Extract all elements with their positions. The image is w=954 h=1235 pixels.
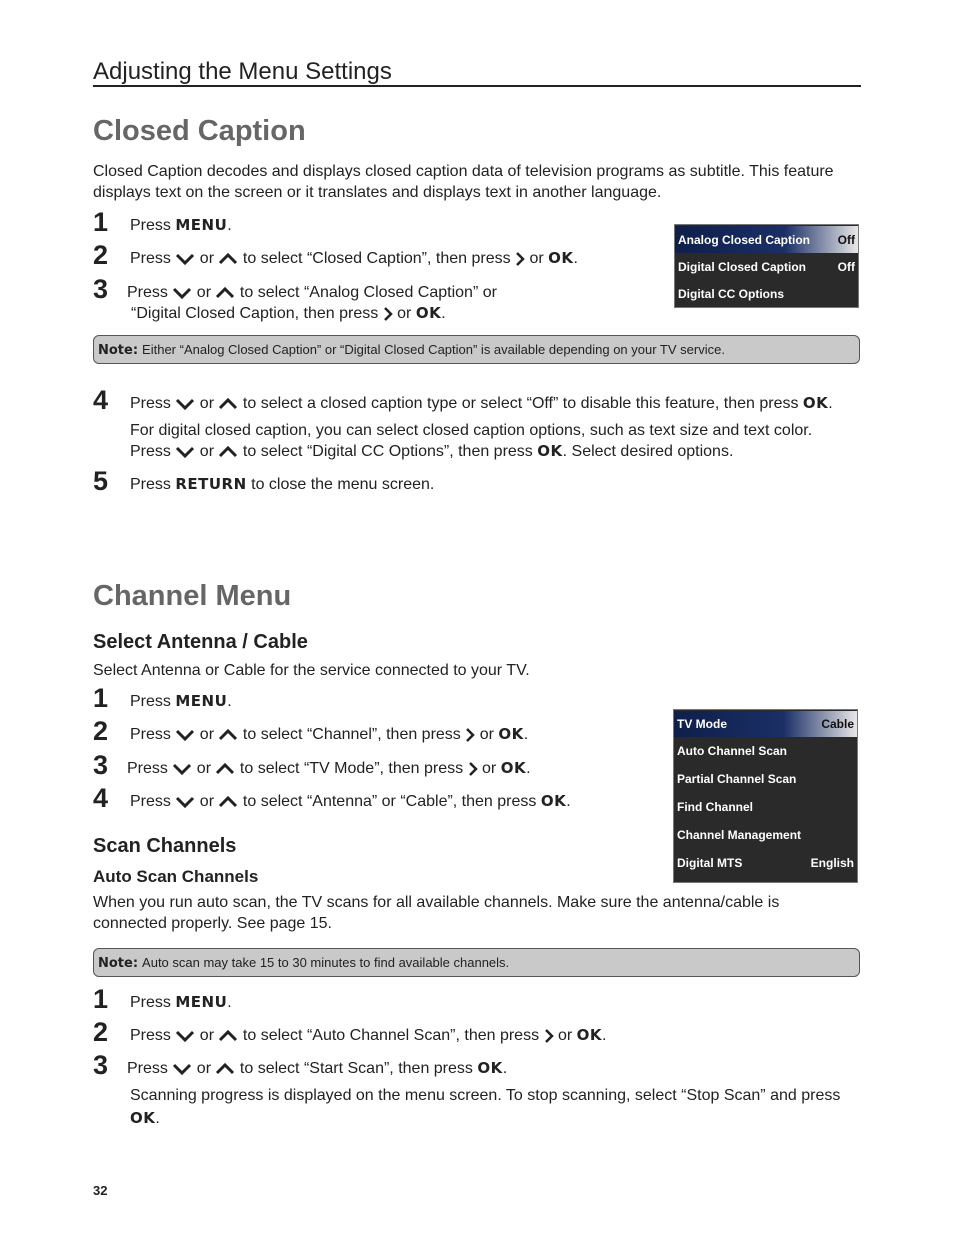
step-text: Press or to select “Auto Channel Scan”, then press or OK. bbox=[130, 1026, 607, 1044]
right-arrow-icon bbox=[515, 251, 525, 267]
down-arrow-icon bbox=[175, 1030, 195, 1042]
step-number: 2 bbox=[93, 1017, 109, 1047]
down-arrow-icon bbox=[175, 446, 195, 458]
step-text: Press or to select “Channel”, then press or OK. bbox=[130, 725, 529, 743]
right-arrow-icon bbox=[544, 1028, 554, 1044]
closed-caption-intro-line1: Closed Caption decodes and displays closed caption data of television programs as subtitle. This feature bbox=[93, 163, 834, 180]
step-text: Press or to select “Start Scan”, then press OK. bbox=[127, 1059, 508, 1077]
step-text: Press or to select a closed caption type or select “Off” to disable this feature, then press OK. bbox=[130, 394, 833, 412]
menu-key-label: MENU bbox=[175, 993, 228, 1011]
scan-channels-heading: Scan Channels bbox=[93, 835, 237, 857]
osd-row-find-channel: Find Channel bbox=[677, 800, 753, 814]
step-text: Press or to select “Analog Closed Caption” or bbox=[127, 284, 497, 301]
step-number: 2 bbox=[93, 240, 109, 270]
ok-key-label: OK bbox=[477, 1059, 503, 1077]
ok-key-label: OK bbox=[130, 1109, 156, 1127]
down-arrow-icon bbox=[172, 287, 192, 299]
down-arrow-icon bbox=[175, 796, 195, 808]
down-arrow-icon bbox=[175, 253, 195, 265]
down-arrow-icon bbox=[172, 763, 192, 775]
ok-key-label: OK bbox=[802, 394, 829, 412]
step-number: 1 bbox=[93, 207, 109, 237]
osd-row-partial-channel-scan: Partial Channel Scan bbox=[677, 772, 797, 786]
auto-scan-subheading: Auto Scan Channels bbox=[93, 867, 259, 886]
note-box bbox=[93, 335, 860, 364]
down-arrow-icon bbox=[172, 1063, 192, 1075]
up-arrow-icon bbox=[218, 1030, 238, 1042]
step-detail-line1: For digital closed caption, you can select closed caption options, such as text size and text color. bbox=[130, 422, 813, 439]
select-antenna-heading: Select Antenna / Cable bbox=[93, 631, 308, 653]
ok-key-label: OK bbox=[540, 792, 567, 810]
step-text: Press RETURN to close the menu screen. bbox=[130, 475, 435, 493]
step-text: Press MENU. bbox=[130, 692, 232, 710]
osd-row-digital-closed-caption: Digital Closed Caption Off bbox=[678, 259, 855, 274]
right-arrow-icon bbox=[465, 727, 475, 743]
step-number: 3 bbox=[93, 274, 109, 304]
up-arrow-icon bbox=[218, 729, 238, 741]
down-arrow-icon bbox=[175, 398, 195, 410]
down-arrow-icon bbox=[175, 729, 195, 741]
ok-key-label: OK bbox=[500, 759, 527, 777]
ok-key-label: OK bbox=[548, 249, 574, 267]
up-arrow-icon bbox=[215, 1063, 235, 1075]
osd-row-analog-closed-caption: Analog Closed Caption Off bbox=[675, 226, 858, 253]
step-number: 5 bbox=[93, 466, 109, 496]
auto-scan-intro-line2: connected properly. See page 15. bbox=[93, 915, 332, 932]
step-detail-line2: OK. bbox=[130, 1109, 160, 1127]
ok-key-label: OK bbox=[576, 1026, 603, 1044]
select-antenna-intro: Select Antenna or Cable for the service connected to your TV. bbox=[93, 662, 530, 679]
right-arrow-icon bbox=[383, 306, 393, 322]
channel-osd-menu bbox=[673, 709, 858, 883]
ok-key-label: OK bbox=[498, 725, 524, 743]
section-header: Adjusting the Menu Settings bbox=[93, 56, 861, 87]
page-number: 32 bbox=[93, 1183, 108, 1198]
osd-row-auto-channel-scan: Auto Channel Scan bbox=[677, 744, 788, 758]
osd-row-tv-mode: TV Mode Cable bbox=[674, 711, 857, 737]
closed-caption-title: Closed Caption bbox=[93, 115, 306, 147]
menu-key-label: MENU bbox=[175, 216, 228, 234]
note-text: Either “Analog Closed Caption” or “Digital Closed Caption” is available depending on your TV service. bbox=[142, 342, 725, 357]
right-arrow-icon bbox=[468, 761, 478, 777]
step-number: 4 bbox=[93, 783, 109, 813]
closed-caption-osd-menu bbox=[674, 224, 859, 308]
ok-key-label: OK bbox=[537, 442, 563, 460]
up-arrow-icon bbox=[218, 398, 238, 410]
step-text: Press MENU. bbox=[130, 216, 232, 234]
step-number: 1 bbox=[93, 984, 109, 1014]
return-key-label: RETURN bbox=[175, 475, 247, 493]
up-arrow-icon bbox=[215, 287, 235, 299]
menu-key-label: MENU bbox=[175, 692, 228, 710]
step-text: Press or to select “TV Mode”, then press or OK. bbox=[127, 759, 531, 777]
step-detail-line2: Press or to select “Digital CC Options”, then press OK. Select desired options. bbox=[130, 442, 734, 460]
step-detail-line1: Scanning progress is displayed on the menu screen. To stop scanning, select “Stop Scan” and press bbox=[130, 1087, 841, 1104]
up-arrow-icon bbox=[218, 446, 238, 458]
step-number: 2 bbox=[93, 716, 109, 746]
step-text: Press or to select “Antenna” or “Cable”, then press OK. bbox=[130, 792, 571, 810]
auto-scan-intro-line1: When you run auto scan, the TV scans for all available channels. Make sure the antenna/cable is bbox=[93, 894, 780, 911]
closed-caption-intro-line2: displays text on the screen or it translates and displays text in another language. bbox=[93, 184, 662, 201]
step-number: 3 bbox=[93, 1050, 109, 1080]
note-label: Note: bbox=[98, 956, 139, 971]
step-text-continued: “Digital Closed Caption, then press or OK. bbox=[131, 304, 446, 322]
note-box bbox=[93, 948, 860, 977]
step-number: 4 bbox=[93, 385, 109, 415]
step-number: 3 bbox=[93, 750, 109, 780]
step-number: 1 bbox=[93, 683, 109, 713]
up-arrow-icon bbox=[218, 796, 238, 808]
osd-row-channel-management: Channel Management bbox=[677, 828, 802, 842]
note-text: Auto scan may take 15 to 30 minutes to find available channels. bbox=[142, 955, 510, 970]
channel-menu-title: Channel Menu bbox=[93, 580, 292, 612]
up-arrow-icon bbox=[215, 763, 235, 775]
osd-row-digital-cc-options: Digital CC Options bbox=[678, 286, 784, 301]
osd-row-digital-mts: Digital MTS English bbox=[677, 856, 854, 870]
up-arrow-icon bbox=[218, 253, 238, 265]
step-text: Press or to select “Closed Caption”, then press or OK. bbox=[130, 249, 578, 267]
step-text: Press MENU. bbox=[130, 993, 232, 1011]
note-label: Note: bbox=[98, 343, 139, 358]
ok-key-label: OK bbox=[415, 304, 442, 322]
